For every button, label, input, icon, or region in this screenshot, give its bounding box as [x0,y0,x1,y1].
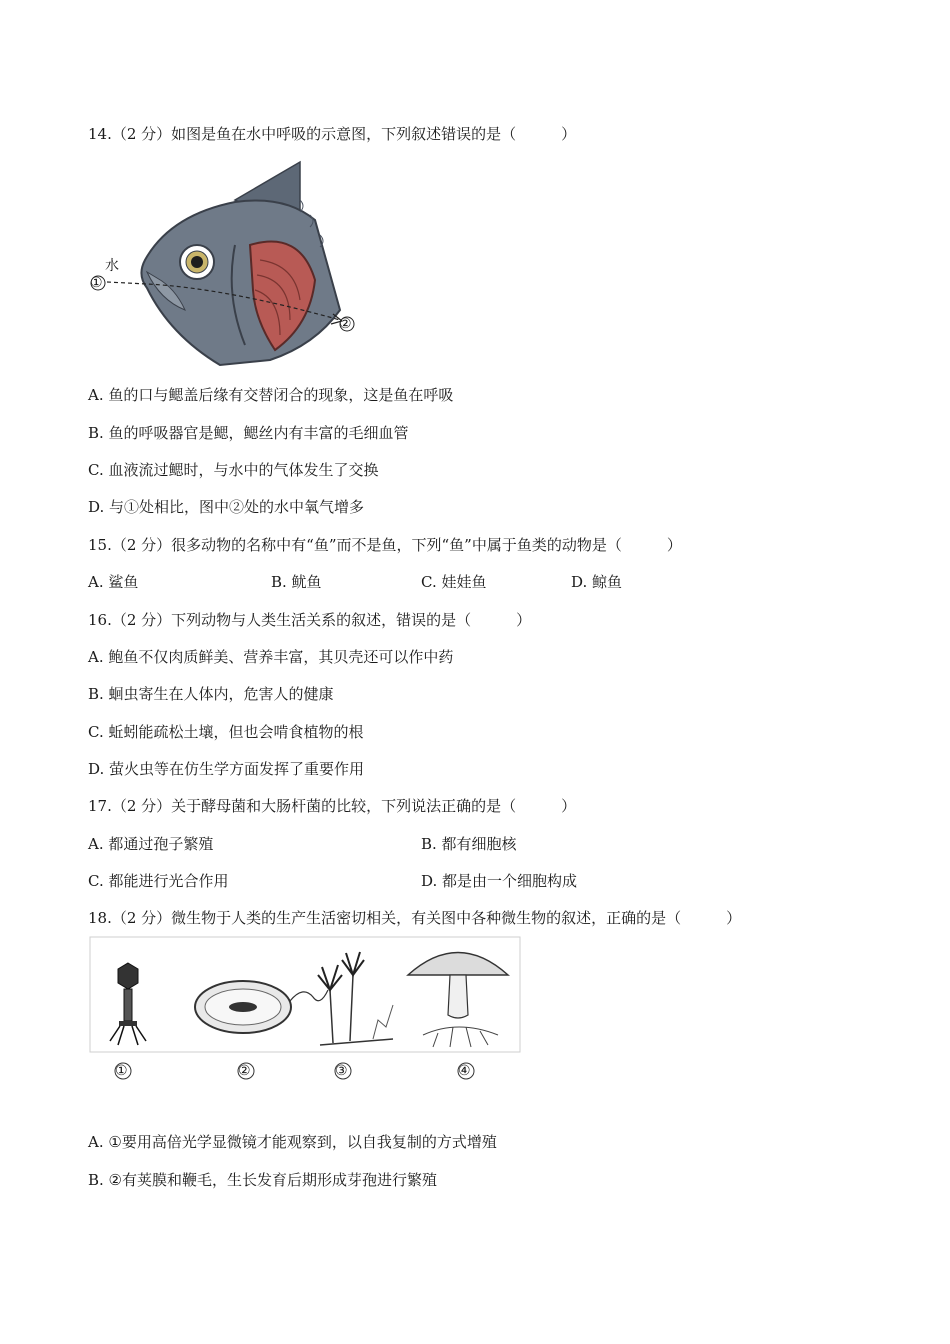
figure-label-4: ④ [458,1063,471,1079]
q16-option-b: B. 蛔虫寄生在人体内，危害人的健康 [88,685,334,703]
figure-label-2: ② [238,1063,251,1079]
mold-icon [318,952,393,1045]
q14-option-b: B. 鱼的呼吸器官是鳃，鳃丝内有丰富的毛细血管 [88,424,409,442]
q17-option-c: C. 都能进行光合作用 [88,872,229,890]
q15-stem: 15.（2 分）很多动物的名称中有“鱼”而不是鱼，下列“鱼”中属于鱼类的动物是（ ） [88,536,682,554]
q17-option-d: D. 都是由一个细胞构成 [421,872,578,890]
q15-option-b: B. 鱿鱼 [271,573,322,591]
q16-option-c: C. 蚯蚓能疏松土壤，但也会啃食植物的根 [88,723,364,741]
q14-option-d: D. 与①处相比，图中②处的水中氧气增多 [88,498,365,516]
q17-option-b: B. 都有细胞核 [421,835,517,853]
bacteriophage-icon [110,963,146,1045]
fish-water-label: 水 [105,258,119,274]
q18-option-b: B. ②有荚膜和鞭毛，生长发育后期形成芽孢进行繁殖 [88,1171,438,1189]
figure-label-1: ① [115,1063,128,1079]
q15-option-d: D. 鲸鱼 [571,573,623,591]
fish-mark-2: ② [339,316,352,332]
q14-option-c: C. 血液流过鳃时，与水中的气体发生了交换 [88,461,379,479]
fish-respiration-figure [85,160,375,375]
fish-drawing [85,160,375,375]
q14-option-a: A. 鱼的口与鳃盖后缘有交替闭合的现象，这是鱼在呼吸 [88,386,454,404]
q15-option-a: A. 鲨鱼 [88,573,139,591]
q16-option-a: A. 鲍鱼不仅肉质鲜美、营养丰富，其贝壳还可以作中药 [88,648,454,666]
bacterium-icon [195,981,328,1033]
q16-stem: 16.（2 分）下列动物与人类生活关系的叙述，错误的是（ ） [88,611,532,629]
q15-option-c: C. 娃娃鱼 [421,573,487,591]
figure-label-3: ③ [335,1063,348,1079]
q18-stem: 18.（2 分）微生物于人类的生产生活密切相关，有关图中各种微生物的叙述，正确的是（ ） [88,909,742,927]
q17-stem: 17.（2 分）关于酵母菌和大肠杆菌的比较，下列说法正确的是（ ） [88,797,577,815]
q17-option-a: A. 都通过孢子繁殖 [88,835,214,853]
mushroom-icon [408,953,508,1048]
q18-option-a: A. ①要用高倍光学显微镜才能观察到，以自我复制的方式增殖 [88,1133,497,1151]
microorganisms-figure [88,935,528,1085]
q14-stem: 14.（2 分）如图是鱼在水中呼吸的示意图，下列叙述错误的是（ ） [88,125,577,143]
q16-option-d: D. 萤火虫等在仿生学方面发挥了重要作用 [88,760,365,778]
fish-mark-1: ① [90,275,103,291]
